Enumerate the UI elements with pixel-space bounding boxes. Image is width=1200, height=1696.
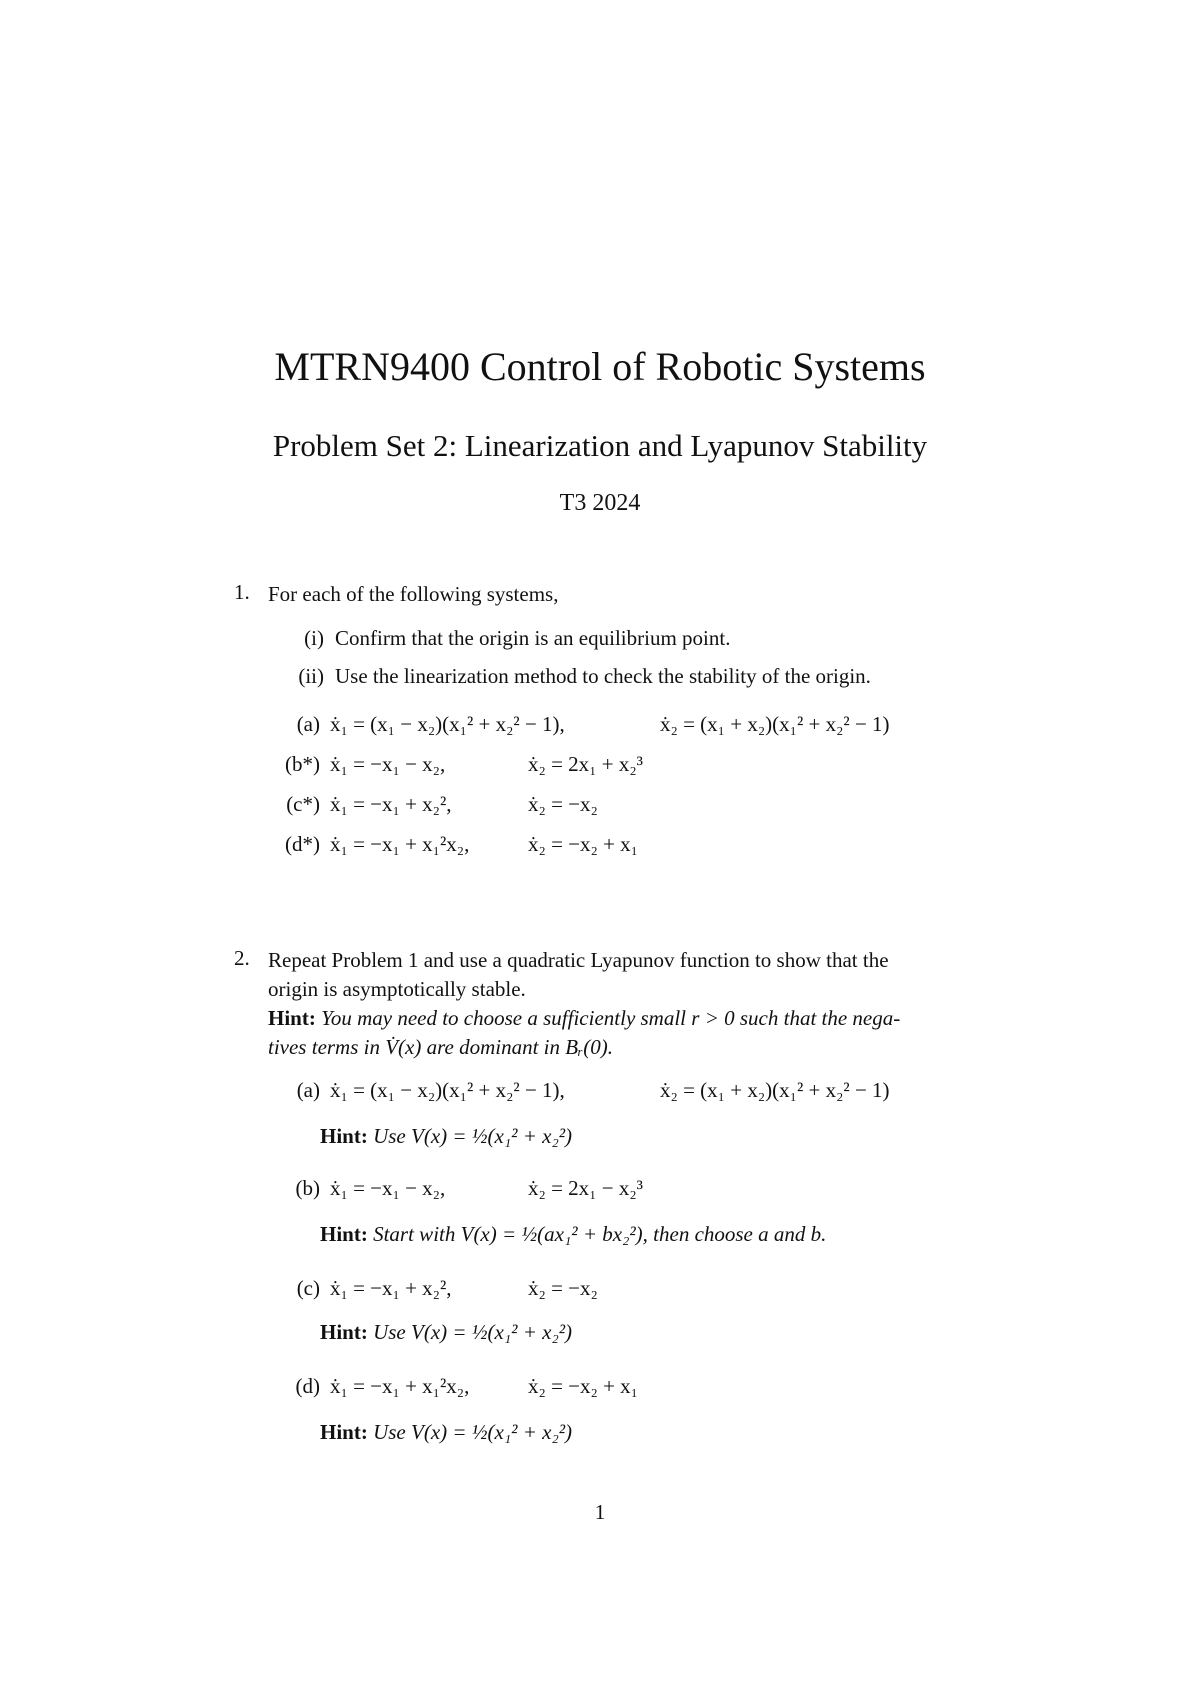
problem-2-intro-line: origin is asymptotically stable.	[268, 977, 526, 1001]
system-label: (d*)	[285, 832, 320, 856]
system-label: (a)	[296, 712, 320, 736]
system-equation-1: ẋ₁ = (x₁ − x₂)(x₁² + x₂² − 1),	[330, 712, 565, 736]
problem-1-intro: For each of the following systems,	[268, 582, 559, 606]
system-equation-2: ẋ₂ = −x₂ + x₁	[528, 832, 638, 856]
system-equation-1: ẋ₁ = −x₁ + x₂²,	[330, 1276, 452, 1300]
hint-text: Use V(x) = ½(x₁² + x₂²)	[373, 1124, 573, 1148]
system-hint	[320, 1420, 572, 1445]
problem-1-item-label: (i)	[304, 626, 324, 650]
hint-text: tives terms in V̇(x) are dominant in Bᵣ(0).	[268, 1035, 613, 1059]
term-label: T3 2024	[559, 490, 641, 516]
system-equation-2: ẋ₂ = (x₁ + x₂)(x₁² + x₂² − 1)	[660, 1078, 890, 1102]
system-hint	[320, 1320, 572, 1345]
hint-label: Hint:	[320, 1124, 368, 1148]
system-label: (b*)	[285, 752, 320, 776]
system-equation-2: ẋ₂ = −x₂	[528, 792, 598, 816]
system-label: (a)	[296, 1078, 320, 1102]
page-title: MTRN9400 Control of Robotic Systems	[274, 344, 926, 389]
problem-2-hint	[268, 1004, 998, 1033]
system-label: (b)	[295, 1176, 320, 1200]
system-label: (c*)	[286, 792, 320, 816]
page-subtitle: Problem Set 2: Linearization and Lyapunov Stability	[272, 428, 928, 463]
system-equation-2: ẋ₂ = 2x₁ − x₂³	[528, 1176, 643, 1200]
page-number: 1	[594, 1500, 606, 1524]
hint-text: Start with V(x) = ½(ax₁² + bx₂²), then choose a and b.	[373, 1222, 827, 1246]
system-hint	[320, 1124, 572, 1149]
system-equation-2: ẋ₂ = −x₂ + x₁	[528, 1374, 638, 1398]
problem-1-item-text: Use the linearization method to check the stability of the origin.	[335, 664, 871, 688]
system-equation-1: ẋ₁ = −x₁ − x₂,	[330, 1176, 446, 1200]
system-equation-1: ẋ₁ = −x₁ + x₁²x₂,	[330, 1374, 470, 1398]
system-equation-1: ẋ₁ = (x₁ − x₂)(x₁² + x₂² − 1),	[330, 1078, 565, 1102]
hint-text: Use V(x) = ½(x₁² + x₂²)	[373, 1420, 573, 1444]
hint-text: You may need to choose a sufficiently small r > 0 such that the nega-	[321, 1006, 901, 1030]
system-equation-1: ẋ₁ = −x₁ + x₁²x₂,	[330, 832, 470, 856]
system-label: (c)	[296, 1276, 320, 1300]
problem-1-number: 1.	[234, 580, 250, 604]
system-equation-2: ẋ₂ = (x₁ + x₂)(x₁² + x₂² − 1)	[660, 712, 890, 736]
hint-text: Use V(x) = ½(x₁² + x₂²)	[373, 1320, 573, 1344]
system-equation-2: ẋ₂ = 2x₁ + x₂³	[528, 752, 643, 776]
problem-1-item-text: Confirm that the origin is an equilibrium point.	[335, 626, 731, 650]
hint-label: Hint:	[320, 1320, 368, 1344]
system-equation-2: ẋ₂ = −x₂	[528, 1276, 598, 1300]
problem-2-intro	[268, 946, 998, 1062]
problem-2-number: 2.	[234, 946, 250, 970]
hint-label: Hint:	[268, 1006, 316, 1030]
system-equation-1: ẋ₁ = −x₁ + x₂²,	[330, 792, 452, 816]
problem-1-item-label: (ii)	[298, 664, 324, 688]
system-equation-1: ẋ₁ = −x₁ − x₂,	[330, 752, 446, 776]
system-hint	[320, 1222, 826, 1247]
problem-2-intro-line: Repeat Problem 1 and use a quadratic Lyapunov function to show that the	[268, 948, 889, 972]
system-label: (d)	[295, 1374, 320, 1398]
hint-label: Hint:	[320, 1222, 368, 1246]
hint-label: Hint:	[320, 1420, 368, 1444]
